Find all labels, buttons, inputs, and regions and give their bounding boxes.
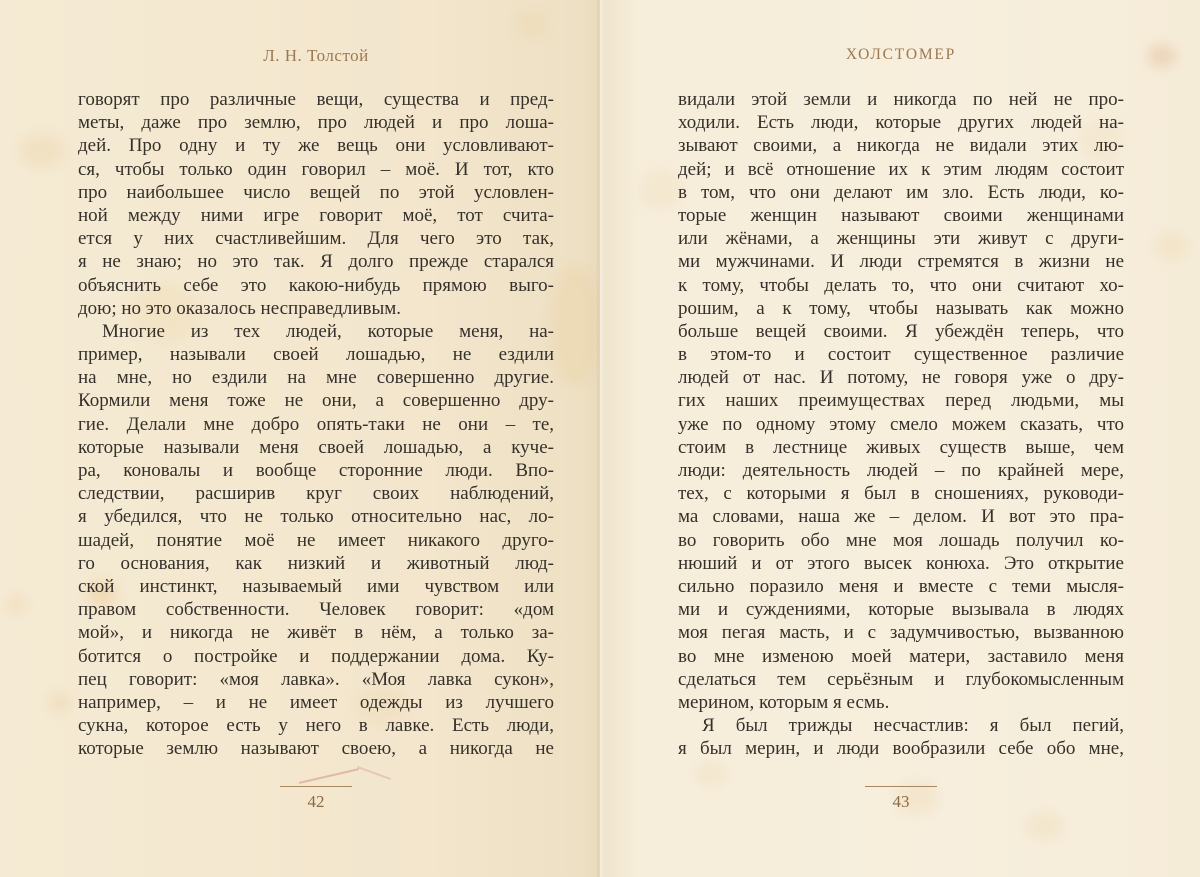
text-line: видали этой земли и никогда по ней не про- — [678, 89, 1124, 110]
paper-stain — [1025, 812, 1063, 840]
text-line: моя пегая масть, и с задумчивостью, вызванною — [678, 622, 1124, 644]
text-line: торые женщин называют своими женщинами — [678, 204, 1124, 226]
text-line: в том, что они делают им зло. Есть люди, ко- — [678, 181, 1124, 203]
page-right — [600, 0, 1200, 877]
text-line: дей; и всё отношение их к этим людям состоит — [678, 158, 1124, 180]
body-text-right — [678, 88, 1124, 760]
text-line: мерином, которым я есмь. — [678, 691, 890, 713]
text-line: объяснить себе это какою-нибудь прямою выго- — [78, 274, 554, 296]
paper-stain — [50, 695, 70, 710]
paper-stain — [1148, 45, 1176, 67]
text-line: людей от нас. И потому, не говоря уже о дру- — [678, 367, 1124, 389]
text-line: меты, даже про землю, про людей и про лоша- — [78, 112, 554, 134]
text-line: больше вещей своими. Я убеждён теперь, что — [678, 320, 1124, 342]
paper-stain — [1156, 232, 1188, 260]
text-line: ми мужчинами. И люди стремятся в жизни не — [678, 251, 1124, 273]
text-line: во говорить обо мне моя лошадь получил ко- — [678, 529, 1124, 551]
text-line: ма словами, наша же – делом. И вот это пра- — [678, 506, 1124, 528]
page-footer-left — [78, 786, 554, 812]
text-line: правом собственности. Человек говорит: «дом — [78, 599, 554, 621]
text-line: ми и суждениями, которые вызывала в людях — [678, 599, 1124, 621]
text-line: дей. Про одну и ту же вещь они условливают- — [78, 135, 554, 157]
text-line: я убедился, что не только относительно нас, ло- — [78, 506, 554, 528]
text-line: Я был трижды несчастлив: я был пегий, — [702, 715, 1124, 737]
paper-scratch — [357, 766, 392, 780]
text-line: ной между ними игре говорит моё, тот счита- — [78, 204, 554, 226]
paper-stain — [8, 598, 24, 611]
text-line: пример, называли своей лошадью, не ездили — [78, 344, 554, 366]
footer-rule — [280, 786, 352, 787]
text-line: ра, коновалы и вообще сторонние люди. Впо- — [78, 460, 554, 481]
text-line: ходили. Есть люди, которые других людей на- — [678, 112, 1124, 134]
text-line: стоим в лестнице живых существ выше, чем — [678, 436, 1124, 458]
text-line: рошим, а к тому, чтобы называть как можно — [678, 297, 1124, 319]
text-line: пец говорит: «моя лавка». «Моя лавка сукон», — [78, 668, 554, 690]
text-line: я был мерин, и люди вообразили себе обо мне, — [678, 738, 1124, 760]
paper-scratch — [299, 768, 360, 784]
text-line: мой», и никогда не живёт в нём, а только за- — [78, 622, 554, 644]
text-line: к тому, чтобы делать то, что они считают хо- — [678, 274, 1124, 296]
text-line: ся, чтобы только один говорил – моё. И тот, кто — [78, 158, 554, 180]
text-line: в этом-то и состоит существенное различие — [678, 344, 1124, 366]
page-number-right: 43 — [892, 792, 910, 811]
paper-stain — [20, 135, 64, 167]
text-line: гих наших преимуществах перед людьми, мы — [678, 390, 1124, 412]
text-line: го основания, как низкий и животный люд- — [78, 552, 554, 574]
body-text-left — [78, 88, 554, 760]
running-header-author: Л. Н. Толстой — [263, 46, 369, 65]
text-line: нюший и от этого высек конюха. Это открытие — [678, 552, 1124, 574]
footer-rule — [865, 786, 937, 787]
text-line: люди: деятельность людей – по крайней мере, — [678, 460, 1124, 481]
text-line: сукна, которое есть у него в лавке. Есть люди, — [78, 715, 554, 737]
running-header-title: ХОЛСТОМЕР — [845, 46, 957, 63]
text-line: сильно поразило меня и вместе с теми мысля- — [678, 575, 1124, 597]
page-number-left: 42 — [307, 792, 325, 811]
text-line: которые называли меня своей лошадью, а куче- — [78, 436, 554, 458]
text-line: следствии, расширив круг своих наблюдений, — [78, 483, 554, 505]
text-line: про наибольшее число вещей по этой условлен- — [78, 181, 554, 203]
text-line: например, – и не имеет одежды из лучшего — [78, 691, 554, 713]
paper-stain — [640, 170, 682, 208]
paper-stain — [695, 762, 727, 786]
paper-stain — [552, 265, 598, 385]
text-line: дою; но это оказалось несправедливым. — [78, 297, 402, 319]
text-line: Многие из тех людей, которые меня, на- — [102, 320, 554, 342]
text-line: Кормили меня тоже не они, а совершенно дру- — [78, 390, 554, 412]
text-line: гие. Делали мне добро опять-таки не они – те, — [78, 413, 554, 435]
text-line: ботится о постройке и поддержании дома. Ку- — [78, 645, 554, 667]
text-line: сделаться тем серьёзным и глубокомысленным — [678, 668, 1124, 690]
text-line: тех, с которыми я был в сношениях, руководи- — [678, 483, 1124, 505]
text-line: говорят про различные вещи, существа и пред- — [78, 89, 554, 110]
page-footer-right — [678, 786, 1124, 812]
text-line: зывают своими, а никогда не видали этих лю- — [678, 135, 1124, 157]
text-line: которые землю называют своею, а никогда не — [78, 738, 554, 760]
text-line: ется у них счастливейшим. Для чего это так, — [78, 228, 554, 250]
text-line: на мне, но ездили на мне совершенно другие. — [78, 367, 554, 389]
text-line: шадей, понятие моё не имеет никакого друго- — [78, 529, 554, 551]
text-line: я не знаю; но это так. Я долго прежде старался — [78, 251, 554, 273]
text-line: ской инстинкт, называемый ими чувством или — [78, 575, 554, 597]
paper-stain — [515, 12, 547, 36]
text-line: во мне изменою моей матери, заставило меня — [678, 645, 1124, 667]
text-line: уже по одному этому смело можем сказать, что — [678, 413, 1124, 435]
text-line: или жёнами, а женщины эти живут с други- — [678, 228, 1124, 250]
